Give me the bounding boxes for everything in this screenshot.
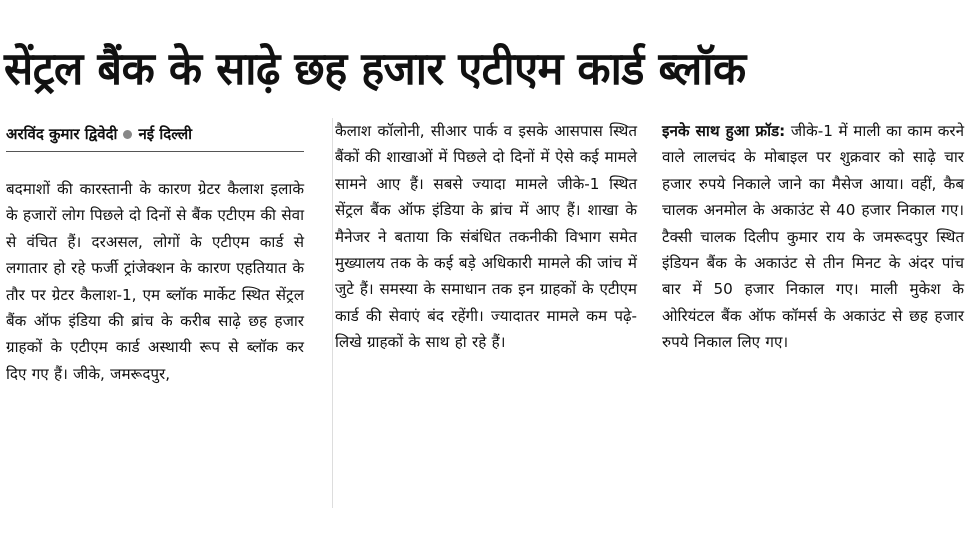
article-column-2 bbox=[332, 118, 637, 508]
column-3-text: जीके-1 में माली का काम करने वाले लालचंद के मोबाइल पर शुक्रवार को साढ़े चार हजार रुपये निकाले जाने का मैसेज आया। वहीं, कैब चालक अनमोल के अकाउंट से 40 हजार निकाल गए। टैक्सी चालक दिलीप कुमार राय के जमरूदपुर स्थित इंडियन बैंक के अकाउंट से तीन मिनट के अंदर पांच बार में 50 हजार निकाल गए। माली मुकेश के ओरियंटल बैंक ऑफ कॉमर्स के अकाउंट से छह हजार रुपये निकाल लिए गए। bbox=[662, 122, 964, 352]
byline-author: अरविंद कुमार द्विवेदी bbox=[6, 125, 118, 143]
byline-location: नई दिल्ली bbox=[138, 125, 193, 143]
column-1-text: बदमाशों की कारस्तानी के कारण ग्रेटर कैलाश इलाके के हजारों लोग पिछले दो दिनों से बैंक एटीएम की सेवा से वंचित हैं। दरअसल, लोगों के एटीएम कार्ड से लगातार हो रहे फर्जी ट्रांजेक्शन के कारण एहतियात के तौर पर ग्रेटर कैलाश-1, एम ब्लॉक मार्केट स्थित सेंट्रल बैंक ऑफ इंडिया की ब्रांच के करीब साढ़े छह हजार ग्राहकों के एटीएम कार्ड अस्थायी रूप से ब्लॉक कर दिए गए हैं। जीके, जमरूदपुर, bbox=[6, 180, 304, 383]
column-2-text: कैलाश कॉलोनी, सीआर पार्क व इसके आसपास स्थित बैंकों की शाखाओं में पिछले दो दिनों में ऐसे कई मामले सामने आए हैं। सबसे ज्यादा मामले जीके-1 स्थित सेंट्रल बैंक ऑफ इंडिया के ब्रांच में आए हैं। शाखा के मैनेजर ने बताया कि संबंधित तकनीकी विभाग समेत मुख्यालय तक के कई बड़े अधिकारी मामले की जांच में जुटे हैं। समस्या के समाधान तक इन ग्राहकों के एटीएम कार्ड की सेवाएं बंद रहेंगी। ज्यादातर मामले कम पढ़े-लिखे ग्राहकों के साथ हो रहे हैं। bbox=[335, 122, 637, 352]
column-3-lead: इनके साथ हुआ फ्रॉड: bbox=[662, 122, 786, 140]
byline-separator-dot bbox=[123, 130, 132, 139]
article-column-3 bbox=[662, 118, 964, 508]
byline bbox=[6, 121, 304, 152]
column-3-paragraph bbox=[662, 118, 964, 356]
article-column-1 bbox=[6, 176, 304, 506]
headline: सेंट्रल बैंक के साढ़े छह हजार एटीएम कार्ड ब्लॉक bbox=[4, 42, 746, 95]
